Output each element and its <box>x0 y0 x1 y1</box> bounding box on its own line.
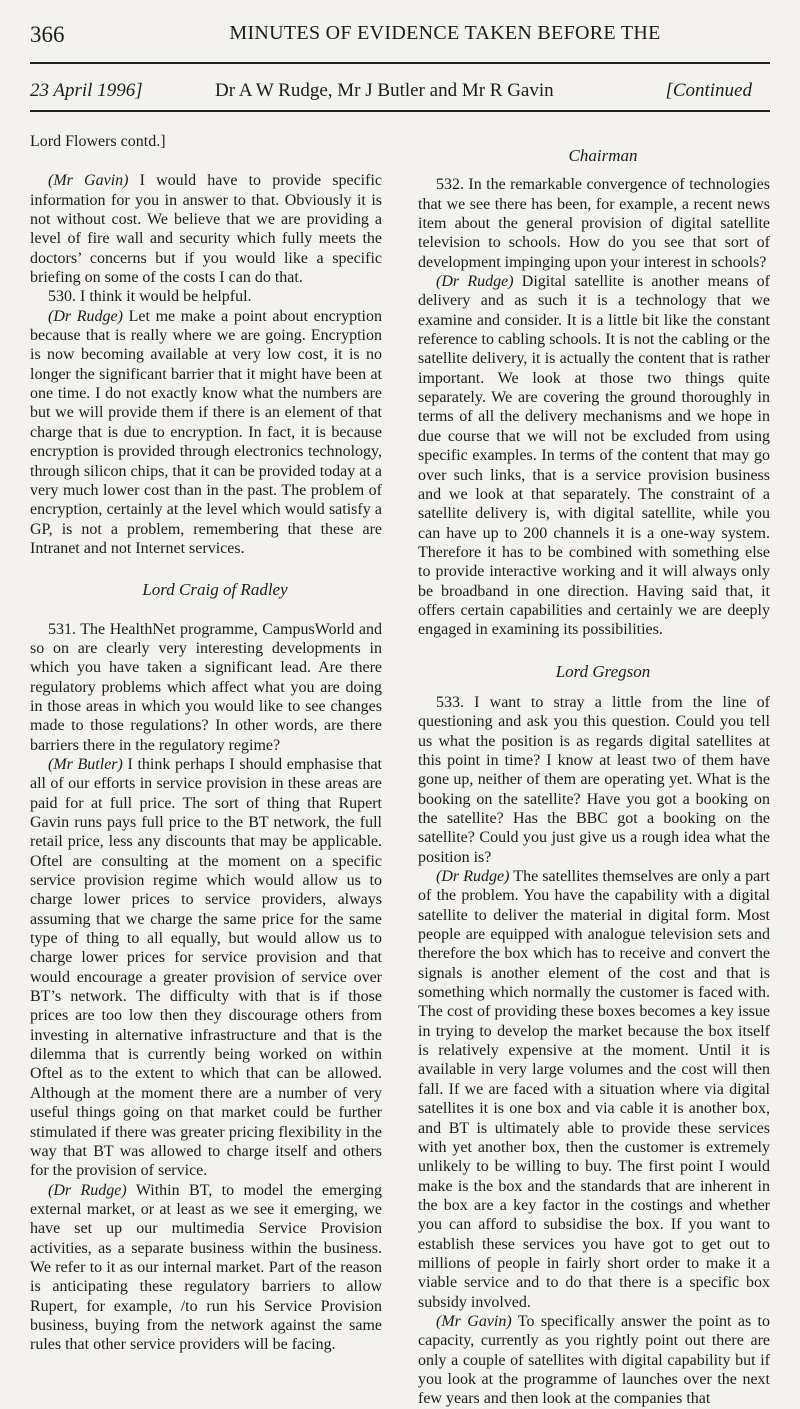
contd-label-text: Lord Flowers contd.] <box>30 133 166 150</box>
speaker-name: (Mr Butler) <box>48 755 123 773</box>
right-column <box>418 132 770 1409</box>
running-title: MINUTES OF EVIDENCE TAKEN BEFORE THE <box>229 22 661 44</box>
answer-paragraph <box>418 1312 770 1409</box>
speaker-name: (Mr Gavin) <box>48 172 129 190</box>
speaker-contd-label <box>30 132 382 151</box>
answer-paragraph <box>30 755 382 1181</box>
speaker-name: (Dr Rudge) <box>48 1181 127 1199</box>
page-number: 366 <box>30 22 65 47</box>
question-530: 530. I think it would be helpful. <box>48 288 252 306</box>
page-header <box>30 22 770 62</box>
answer-text: Within BT, to model the emerging external market, or at least as we see it emerging, we have set up our multimedia Service Provision activities, as a separate business within the business. We refer to it as our internal market. Part of the reason is anticipating these regulatory barriers to allow Rupert, for example, /to run his Service Provision business, buying from the network against the same rules that other service providers will be facing. <box>30 1181 382 1354</box>
answer-paragraph <box>30 1181 382 1355</box>
witness-names: Dr A W Rudge, Mr J Butler and Mr R Gavin <box>215 80 554 101</box>
speaker-name: (Dr Rudge) <box>48 307 123 325</box>
header-rule-top <box>30 62 770 64</box>
question-531: 531. The HealthNet programme, CampusWorld and so on are clearly very interesting developments in which you have taken a significant lead. Are there regulatory problems which affect what you are doing in those areas in which you would like to see changes made to those regulations? In other words, are there barriers there in the regulatory regime? <box>30 620 382 754</box>
session-date: 23 April 1996] <box>30 80 143 101</box>
answer-paragraph <box>30 171 382 287</box>
speaker-name: (Mr Gavin) <box>436 1312 512 1330</box>
question-533: 533. I want to stray a little from the line of questioning and ask you this question. Could you tell us what the position is as regards digital satellites at this point in time? I know at least two of them have gone up, neither of them are operating yet. What is the booking on the satellite? Have you got a booking on the satellite? Has the BBC got a booking on the satellite? Could you just give us a rough idea what the position is? <box>418 693 770 866</box>
answer-text: The satellites themselves are only a part of the problem. You have the capability with a digital satellite to deliver the material in digital form. Most people are equipped with analogue television sets and therefore the box which has to receive and convert the signals is another element of the cost and that is something which normally the customer is faced with. The cost of providing these boxes becomes a key issue in trying to develop the market because the box itself is relatively expensive at the moment. Until it is available in very large volumes and the cost will then fall. If we are faced with a situation where via digital satellites it is one box and via cable it is another box, and BT is ultimately able to provide these services with yet another box, then the customer is extremely unlikely to be willing to buy. The first point I would make is the box and the standards that are inherent in the box are a key factor in the costings and whether you can afford to subsidise the box. If you want to establish these services you have got to get out to millions of people in fairly short order to make it a viable service and to do that there is a specific box subsidy involved. <box>418 868 770 1311</box>
speaker-heading-chairman: Chairman <box>568 146 638 165</box>
answer-text: Let me make a point about encryption because that is really where we are going. Encryption is now becoming available at very low cost, it is no longer the significant barrier that it might have been at one time. I do not exactly know what the numbers are but we will provide them if there is an element of that charge that is due to encryption. In fact, it is because encryption is provided through electronics technology, through silicon chips, that it can be provided today at a very much lower cost than in the past. The problem of encryption, certainly at the level which would satisfy a GP, is not a problem, remembering that these are Intranet and not Internet services. <box>30 307 382 557</box>
speaker-name: (Dr Rudge) <box>436 868 510 886</box>
answer-paragraph <box>30 307 382 558</box>
header-rule-bottom <box>30 110 770 112</box>
continued-label: [Continued <box>665 80 752 101</box>
speaker-name: (Dr Rudge) <box>436 273 514 291</box>
answer-text: I would have to provide specific information for you in answer to that. Obviously it is not without cost. We believe that we are providing a level of fire wall and security which fully meets the doctors’ concerns but if you would like a specific briefing on some of the costs I can do that. <box>30 172 382 287</box>
speaker-heading-craig: Lord Craig of Radley <box>142 580 288 600</box>
answer-paragraph <box>418 867 770 1312</box>
question-532: 532. In the remarkable convergence of technologies that we see there has been, for example, a recent news item about the general provision of digital satellite television to schools. How do you see that sort of development impinging upon your interest in schools? <box>418 176 770 271</box>
answer-text: To specifically answer the point as to capacity, currently as you rightly point out there are only a couple of satellites with digital capability but if you look at the programme of launches over the next few years and then look at the companies that <box>418 1312 771 1408</box>
left-column <box>30 132 382 1355</box>
answer-text: Digital satellite is another means of delivery and as such it is a technology that we examine and consider. It is a little bit like the constant reference to cabling schools. It is not the cabling or the satellite delivery, it is actually the content that is rather important. We look at those two things quite separately. We are covering the ground thoroughly in terms of all the delivery mechanisms and we hope in due course that we will not be excluded from using specific examples. In terms of the content that may go over such links, that is a service provision business and we look at that separately. The constraint of a satellite delivery is, with digital satellite, while you can have up to 200 channels it is a one-way system. Therefore it has to be combined with something else to provide interactive working and it will always only be broadband in one direction. Having said that, it offers certain capabilities and certainly we are deeply engaged in examining its possibilities. <box>418 273 770 639</box>
answer-text: I think perhaps I should emphasise that all of our efforts in service provision in these areas are paid for at full price. The sort of thing that Rupert Gavin runs pays full price to the BT network, the full retail price, less any discounts that may be applicable. Oftel are consulting at the moment on a specific service provision regime which would allow us to charge lower prices to service providers, always assuming that we charge the same price for the same type of thing to all equally, but would allow us to charge lower prices for service provision and that would encourage a greater provision of service over BT’s network. The difficulty with that is if those prices are too low then they discourage others from investing in alternative infrastructure and that is the dilemma that is currently being worked on within Oftel as to the extent to which that can be allowed. Although at the moment there are a number of very useful things going on that market could be further stimulated if there was greater pricing flexibility in the way that BT was allowed to charge itself and others for the provision of service. <box>30 755 383 1180</box>
speaker-heading-gregson: Lord Gregson <box>555 661 651 681</box>
answer-paragraph <box>418 272 770 640</box>
